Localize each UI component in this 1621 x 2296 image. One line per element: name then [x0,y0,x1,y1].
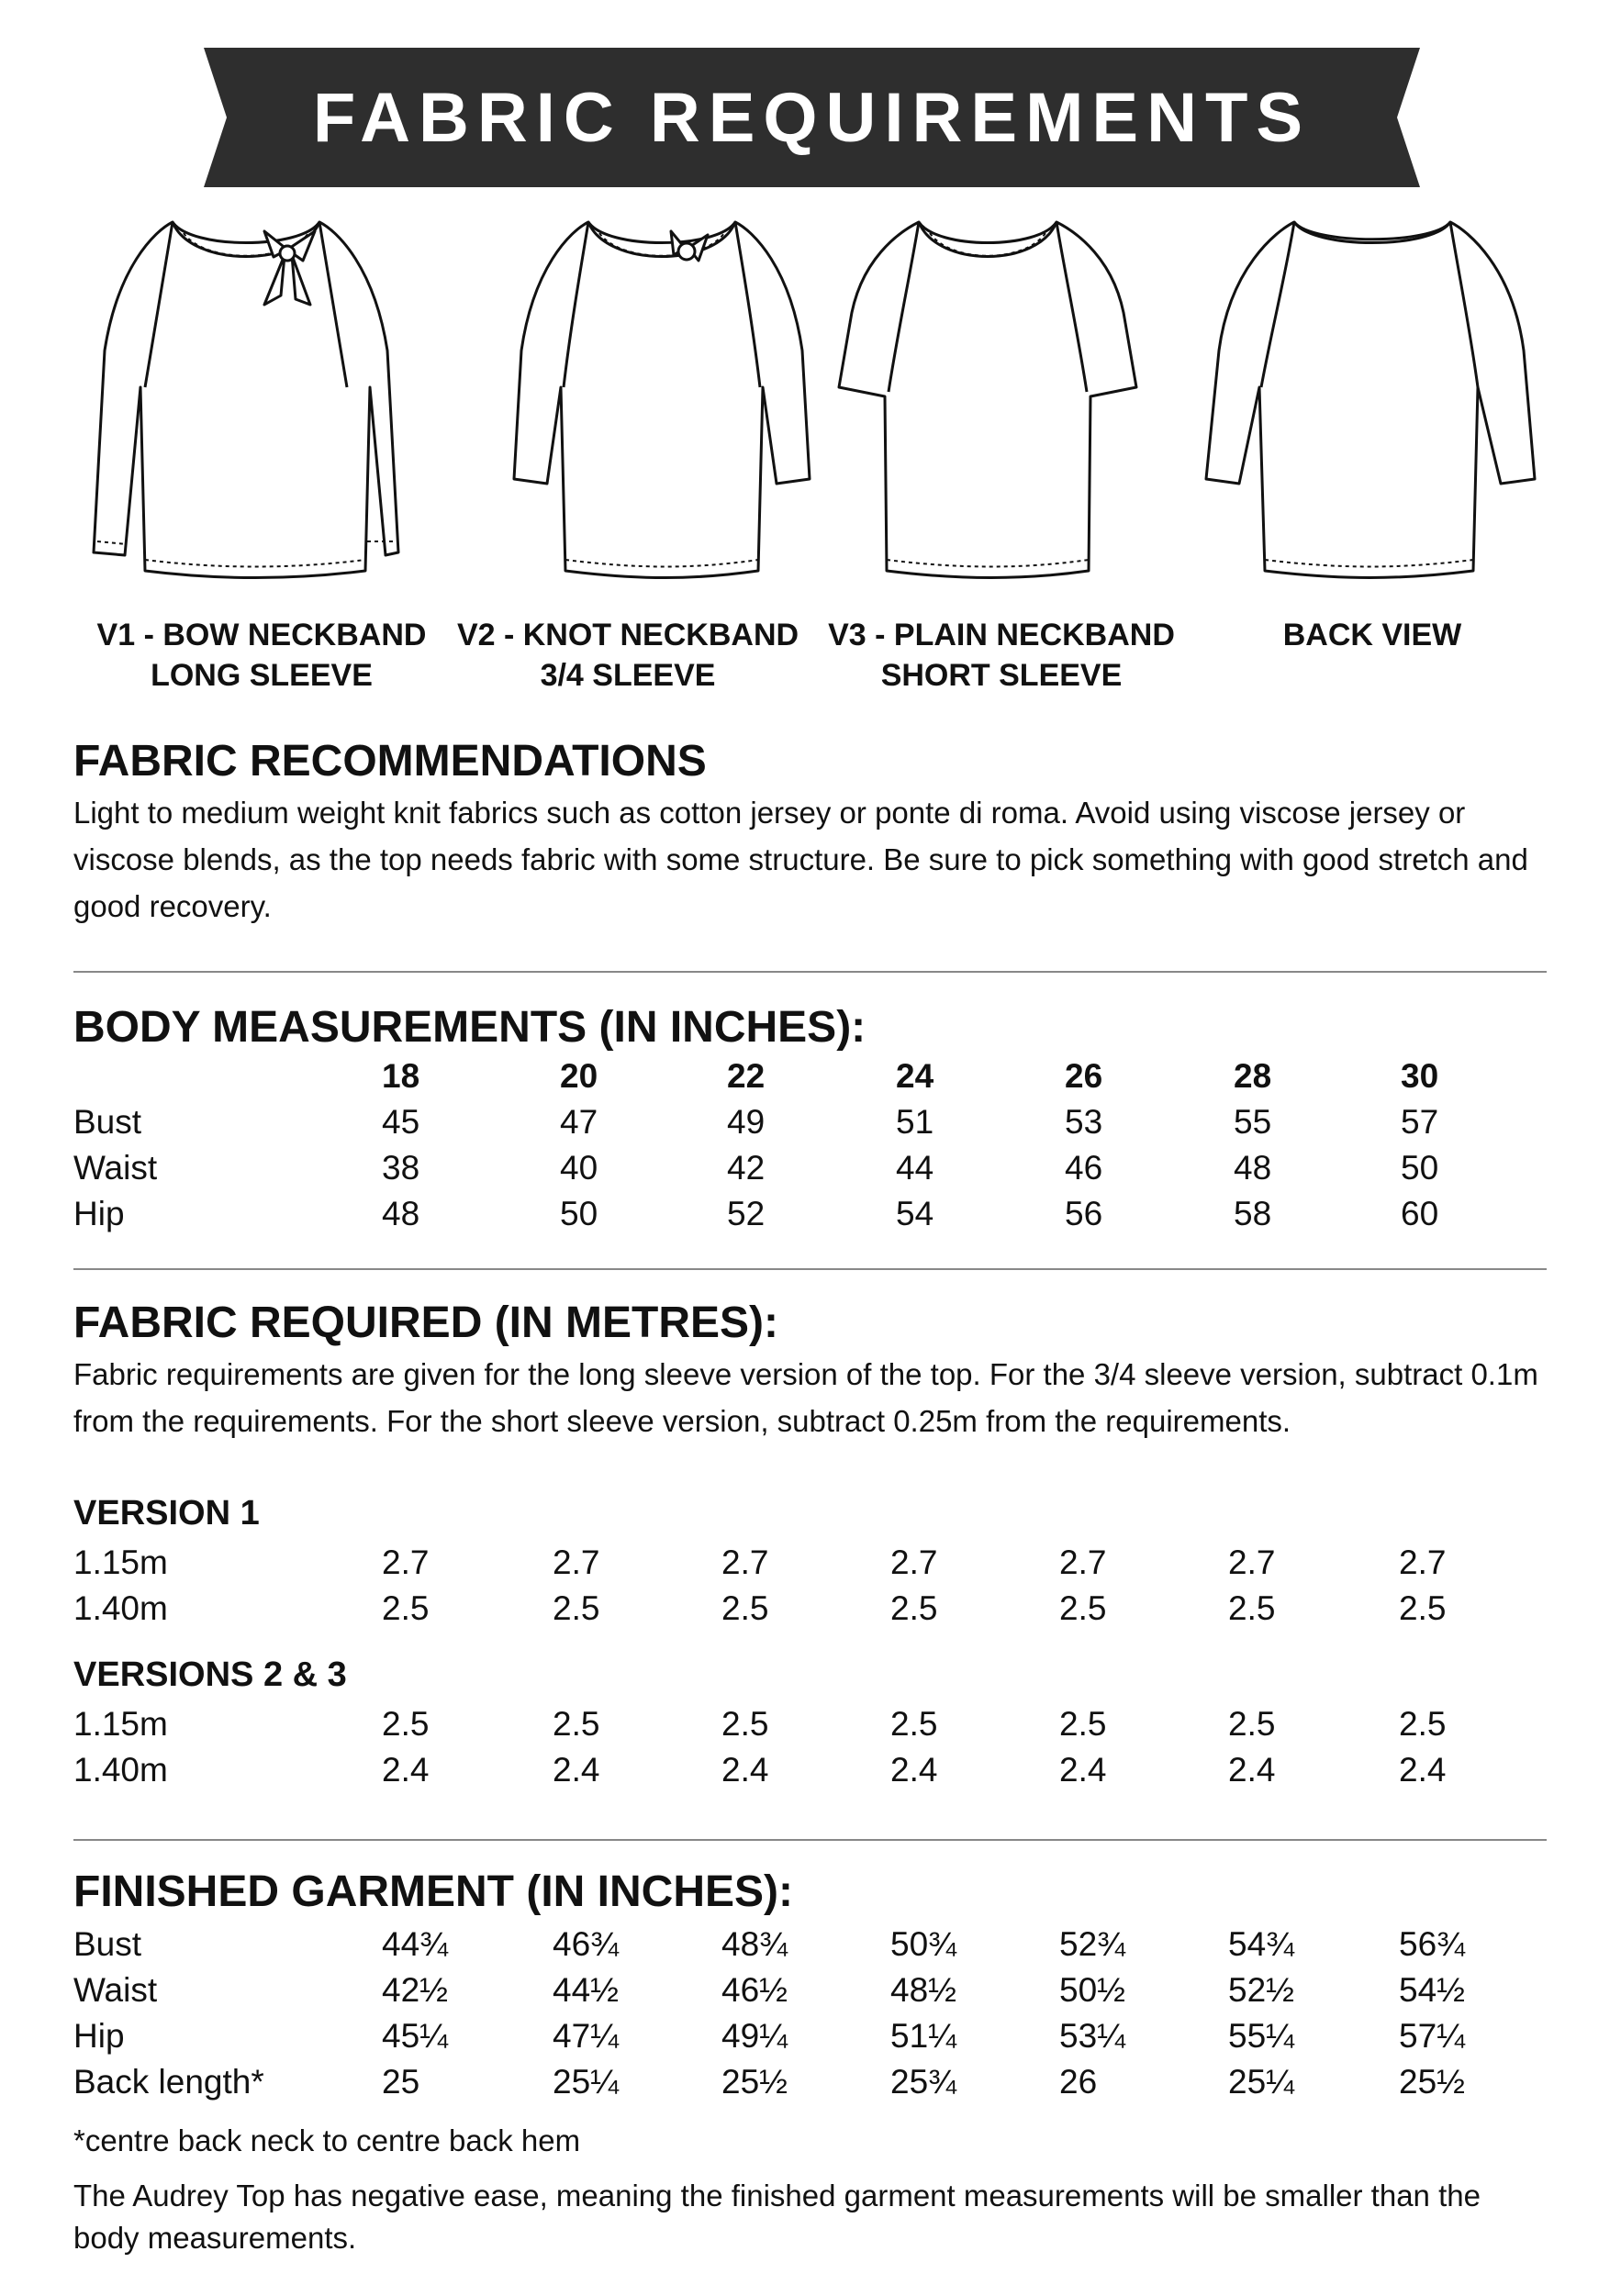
cell: 42½ [382,1971,449,2009]
negative-ease-note: The Audrey Top has negative ease, meaning the finished garment measurements will be smaller than the body measurements. [73,2179,1481,2255]
size-24: 24 [896,1057,934,1095]
cell: 2.5 [1228,1705,1276,1743]
cell: 25 [382,2063,420,2101]
row-label: 1.15m [73,1544,168,1581]
table-row [73,1149,1560,1195]
cell: 2.4 [890,1751,938,1789]
cell: 49¼ [721,2017,788,2055]
divider [73,971,1547,973]
cell: 2.7 [890,1544,938,1581]
cell: 46½ [721,1971,788,2009]
cell: 48 [382,1195,420,1232]
cell: 51¼ [890,2017,957,2055]
cell: 25½ [721,2063,788,2101]
row-label: Hip [73,2017,125,2055]
body-measurements-heading: BODY MEASUREMENTS (IN INCHES): [73,1003,866,1052]
cell: 50 [1401,1149,1439,1187]
fabric-required-heading: FABRIC REQUIRED (IN METRES): [73,1298,778,1347]
row-label: Bust [73,1103,142,1141]
size-26: 26 [1065,1057,1103,1095]
cell: 50¾ [890,1925,957,1963]
cell: 2.5 [382,1589,430,1627]
cell: 2.4 [721,1751,769,1789]
table-row [73,1925,1560,1971]
table-row [73,2063,1560,2109]
cell: 2.5 [1059,1589,1107,1627]
table-row [73,1544,1560,1589]
cell: 2.5 [890,1705,938,1743]
cell: 2.5 [1228,1589,1276,1627]
cell: 46 [1065,1149,1103,1187]
cell: 2.4 [553,1751,600,1789]
cell: 55¼ [1228,2017,1295,2055]
table-row [73,1589,1560,1635]
v3-plain-short-sleeve-illustration [832,204,1144,589]
size-28: 28 [1234,1057,1272,1095]
table-row [73,1971,1560,2017]
cell: 56¾ [1399,1925,1466,1963]
body-size-header-row [73,1057,1560,1103]
row-label: Waist [73,1149,158,1187]
cell: 2.5 [382,1705,430,1743]
table-row [73,1751,1560,1797]
recommendations-text: Light to medium weight knit fabrics such as cotton jersey or ponte di roma. Avoid using viscose jersey or viscose blends, as the top needs fabric with some structure. Be sure to pick something with good stretch and good recovery. [73,796,1528,923]
cell: 51 [896,1103,934,1141]
cell: 2.5 [890,1589,938,1627]
version-1-heading: VERSION 1 [73,1494,260,1533]
version-label-v3: V3 - PLAIN NECKBAND SHORT SLEEVE [828,618,1175,693]
version-label-v1: V1 - BOW NECKBAND LONG SLEEVE [96,618,427,693]
cell: 2.5 [721,1705,769,1743]
cell: 52½ [1228,1971,1295,2009]
cell: 55 [1234,1103,1272,1141]
row-label: Bust [73,1925,142,1963]
cell: 48¾ [721,1925,788,1963]
row-label: 1.15m [73,1705,168,1743]
version-label-v2: V2 - KNOT NECKBAND 3/4 SLEEVE [456,618,799,693]
size-30: 30 [1401,1057,1439,1095]
cell: 25¾ [890,2063,957,2101]
cell: 2.5 [1059,1705,1107,1743]
recommendations-heading: FABRIC RECOMMENDATIONS [73,737,707,786]
versions-2-3-heading: VERSIONS 2 & 3 [73,1655,347,1694]
cell: 45¼ [382,2017,449,2055]
cell: 57¼ [1399,2017,1466,2055]
cell: 46¾ [553,1925,620,1963]
cell: 54½ [1399,1971,1466,2009]
cell: 44½ [553,1971,620,2009]
divider [73,1839,1547,1841]
cell: 2.7 [721,1544,769,1581]
cell: 2.7 [1228,1544,1276,1581]
cell: 57 [1401,1103,1439,1141]
cell: 50 [560,1195,598,1232]
cell: 2.7 [553,1544,600,1581]
cell: 52¾ [1059,1925,1126,1963]
cell: 42 [727,1149,766,1187]
cell: 2.5 [553,1589,600,1627]
row-label: Back length* [73,2063,264,2101]
table-row [73,1103,1560,1149]
footnote: *centre back neck to centre back hem [73,2123,581,2157]
cell: 53 [1065,1103,1103,1141]
cell: 44¾ [382,1925,449,1963]
finished-garment-heading: FINISHED GARMENT (IN INCHES): [73,1867,793,1916]
cell: 2.7 [382,1544,430,1581]
cell: 49 [727,1103,766,1141]
cell: 25½ [1399,2063,1466,2101]
cell: 52 [727,1195,766,1232]
cell: 40 [560,1149,598,1187]
cell: 47 [560,1103,598,1141]
cell: 2.4 [1228,1751,1276,1789]
cell: 2.5 [553,1705,600,1743]
cell: 2.5 [1399,1705,1447,1743]
cell: 25¼ [1228,2063,1295,2101]
cell: 50½ [1059,1971,1126,2009]
cell: 2.4 [1399,1751,1447,1789]
cell: 2.5 [721,1589,769,1627]
v2-knot-three-quarter-sleeve-illustration [510,204,813,589]
row-label: Hip [73,1195,125,1232]
cell: 54 [896,1195,934,1232]
row-label: 1.40m [73,1589,168,1627]
cell: 47¼ [553,2017,620,2055]
v1-bow-long-sleeve-illustration [90,204,402,589]
row-label: 1.40m [73,1751,168,1789]
cell: 60 [1401,1195,1439,1232]
divider [73,1268,1547,1270]
cell: 45 [382,1103,420,1141]
cell: 44 [896,1149,934,1187]
title-banner [204,48,1420,187]
cell: 54¾ [1228,1925,1295,1963]
table-row [73,1195,1560,1241]
size-20: 20 [560,1057,598,1095]
cell: 48½ [890,1971,957,2009]
size-18: 18 [382,1057,420,1095]
cell: 56 [1065,1195,1103,1232]
cell: 2.4 [1059,1751,1107,1789]
back-view-illustration [1202,204,1542,589]
cell: 2.7 [1059,1544,1107,1581]
table-row [73,2017,1560,2063]
cell: 25¼ [553,2063,620,2101]
cell: 2.5 [1399,1589,1447,1627]
cell: 48 [1234,1149,1272,1187]
page-title: FABRIC REQUIREMENTS [312,78,1312,157]
cell: 58 [1234,1195,1272,1232]
size-22: 22 [727,1057,766,1095]
cell: 26 [1059,2063,1098,2101]
cell: 38 [382,1149,420,1187]
row-label: Waist [73,1971,158,2009]
version-label-back-view: BACK VIEW [1282,618,1462,652]
cell: 53¼ [1059,2017,1126,2055]
table-row [73,1705,1560,1751]
cell: 2.4 [382,1751,430,1789]
fabric-required-text: Fabric requirements are given for the long sleeve version of the top. For the 3/4 sleeve version, subtract 0.1m from the requirements. For the short sleeve version, subtract 0.25m from the requirements. [73,1357,1538,1438]
cell: 2.7 [1399,1544,1447,1581]
